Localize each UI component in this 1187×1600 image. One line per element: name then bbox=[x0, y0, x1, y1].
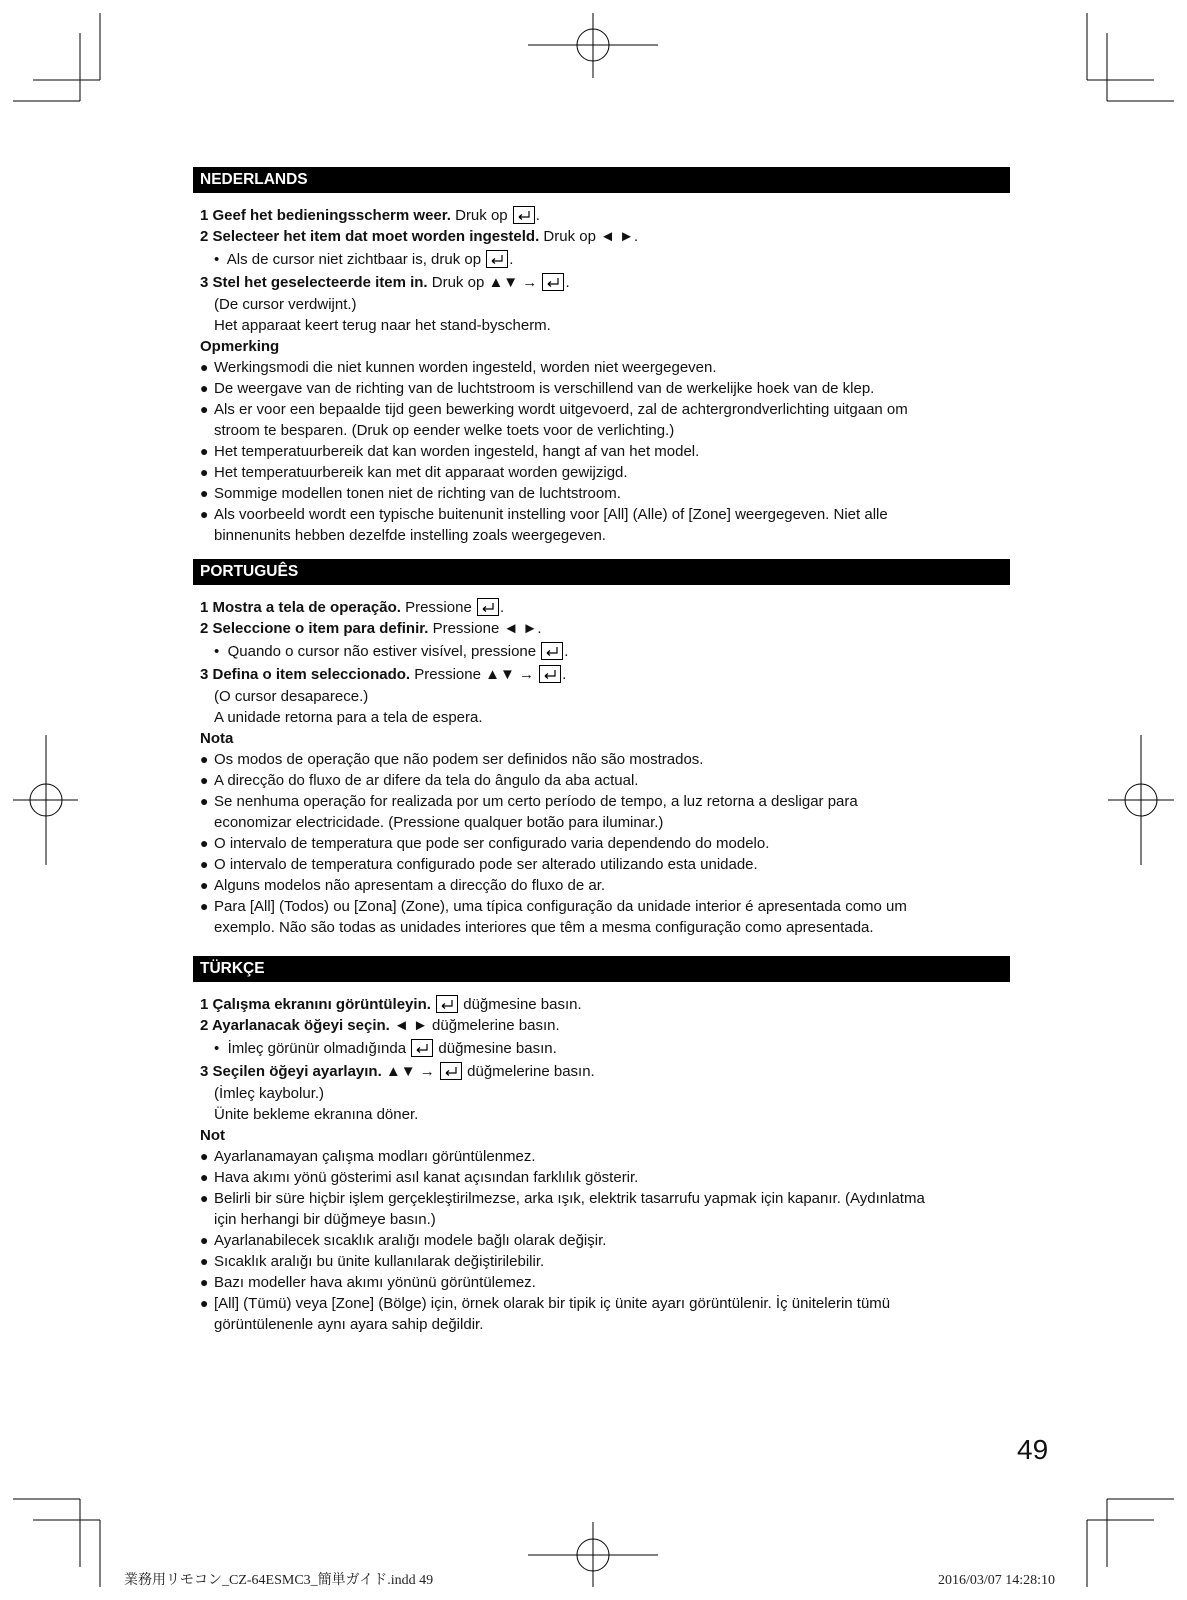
step-2 bbox=[200, 226, 638, 247]
remark-item: Belirli bir süre hiçbir işlem gerçekleştirilmezse, arka ışık, elektrik tasarrufu yapmak için kapanır. (Aydınlatma bbox=[214, 1190, 925, 1207]
step-1 bbox=[200, 994, 582, 1015]
remark-heading-text: Nota bbox=[200, 730, 234, 747]
step-2-tip bbox=[214, 1038, 557, 1059]
step-text: Pressione ▲▼ → bbox=[410, 666, 539, 683]
remark-heading-text: Not bbox=[200, 1127, 225, 1144]
step-text-end: . bbox=[565, 274, 570, 291]
step-3 bbox=[200, 272, 570, 293]
footer-timestamp: 2016/03/07 14:28:10 bbox=[938, 1573, 1056, 1588]
tip-bullet: • bbox=[214, 251, 220, 268]
bullet-icon: ● bbox=[200, 835, 209, 851]
step-3 bbox=[200, 664, 566, 685]
page-number: 49 bbox=[1017, 1434, 1049, 1465]
tip-text: Quando o cursor não estiver visível, pressione bbox=[227, 643, 541, 660]
remark-item: Sommige modellen tonen niet de richting van de luchtstroom. bbox=[214, 485, 621, 502]
step-3-note: Het apparaat keert terug naar het stand-byscherm. bbox=[214, 317, 551, 334]
step-text: Druk op ▲▼ → bbox=[427, 274, 542, 291]
remark-item: Ayarlanamayan çalışma modları görüntülenmez. bbox=[214, 1148, 536, 1165]
step-2 bbox=[200, 618, 542, 639]
enter-key-icon bbox=[440, 1062, 462, 1080]
step-2-tip bbox=[214, 641, 568, 662]
bullet-icon: ● bbox=[200, 485, 209, 501]
remark-heading bbox=[200, 336, 279, 357]
section-heading-portugues: PORTUGUÊS bbox=[193, 559, 1010, 585]
step-2-tip bbox=[214, 249, 513, 270]
tip-bullet: • bbox=[214, 1040, 220, 1057]
bullet-icon: ● bbox=[200, 1169, 209, 1185]
step-title: 1 Mostra a tela de operação. bbox=[200, 599, 401, 616]
tip-text: Als de cursor niet zichtbaar is, druk op bbox=[226, 251, 486, 268]
step-title: 1 Geef het bedieningsscherm weer. bbox=[200, 207, 451, 224]
remark-item-cont: binnenunits hebben dezelfde instelling zoals weergegeven. bbox=[214, 527, 606, 544]
step-3-note: (İmleç kaybolur.) bbox=[214, 1085, 325, 1102]
tip-text: İmleç görünür olmadığında bbox=[227, 1040, 411, 1057]
bullet-icon: ● bbox=[200, 1253, 209, 1269]
step-1 bbox=[200, 597, 504, 618]
remark-item: Werkingsmodi die niet kunnen worden ingesteld, worden niet weergegeven. bbox=[214, 359, 717, 376]
remark-item: Als er voor een bepaalde tijd geen bewerking wordt uitgevoerd, zal de achtergrondverlichting uitgaan om bbox=[214, 401, 908, 418]
remark-item: O intervalo de temperatura configurado pode ser alterado utilizando esta unidade. bbox=[214, 856, 758, 873]
step-text: ▲▼ → bbox=[381, 1063, 439, 1080]
remark-item: Alguns modelos não apresentam a direcção do fluxo de ar. bbox=[214, 877, 606, 894]
remark-item: Ayarlanabilecek sıcaklık aralığı modele bağlı olarak değişir. bbox=[214, 1232, 607, 1249]
remark-heading-text: Opmerking bbox=[200, 338, 280, 355]
remark-heading bbox=[200, 1125, 225, 1146]
bullet-icon: ● bbox=[200, 1274, 209, 1290]
enter-key-icon bbox=[539, 665, 561, 683]
enter-key-icon bbox=[486, 250, 508, 268]
bullet-icon: ● bbox=[200, 1232, 209, 1248]
enter-key-icon bbox=[541, 642, 563, 660]
step-text-end: . bbox=[562, 666, 567, 683]
remark-item-cont: exemplo. Não são todas as unidades interiores que têm a mesma configuração como apresentada. bbox=[214, 919, 874, 936]
step-3-note: (O cursor desaparece.) bbox=[214, 688, 369, 705]
remark-item-cont: için herhangi bir düğmeye basın.) bbox=[214, 1211, 436, 1228]
tip-text-end: düğmesine basın. bbox=[434, 1040, 557, 1057]
step-text: ◄ ► düğmelerine basın. bbox=[389, 1017, 560, 1034]
step-title: 3 Seçilen öğeyi ayarlayın. bbox=[200, 1063, 382, 1080]
bullet-icon: ● bbox=[200, 877, 209, 893]
bullet-icon: ● bbox=[200, 1295, 209, 1311]
step-text-end: düğmelerine basın. bbox=[462, 1063, 595, 1080]
bullet-icon: ● bbox=[200, 1190, 209, 1206]
footer-filename: 業務用リモコン_CZ-64ESMC3_簡単ガイド.indd 49 bbox=[124, 1573, 434, 1588]
step-title: 2 Ayarlanacak öğeyi seçin. bbox=[200, 1017, 390, 1034]
remark-item: A direcção do fluxo de ar difere da tela do ângulo da aba actual. bbox=[214, 772, 639, 789]
step-3-note: (De cursor verdwijnt.) bbox=[214, 296, 357, 313]
step-text-end: . bbox=[535, 207, 540, 224]
remark-item: Para [All] (Todos) ou [Zona] (Zone), uma típica configuração da unidade interior é apresentada como um bbox=[214, 898, 907, 915]
remark-item-cont: economizar electricidade. (Pressione qualquer botão para iluminar.) bbox=[214, 814, 664, 831]
step-text: düğmesine basın. bbox=[459, 996, 582, 1013]
step-3-note: Ünite bekleme ekranına döner. bbox=[214, 1106, 419, 1123]
step-title: 3 Defina o item seleccionado. bbox=[200, 666, 411, 683]
enter-key-icon bbox=[411, 1039, 433, 1057]
step-3-note: A unidade retorna para a tela de espera. bbox=[214, 709, 483, 726]
bullet-icon: ● bbox=[200, 464, 209, 480]
section-heading-turkce: TÜRKÇE bbox=[193, 956, 1010, 982]
remark-item: De weergave van de richting van de luchtstroom is verschillend van de werkelijke hoek van de klep. bbox=[214, 380, 875, 397]
bullet-icon: ● bbox=[200, 772, 209, 788]
step-text: Pressione ◄ ►. bbox=[428, 620, 542, 637]
tip-text-end: . bbox=[509, 251, 514, 268]
remark-heading bbox=[200, 728, 233, 749]
remark-item: Se nenhuma operação for realizada por um certo período de tempo, a luz retorna a desligar para bbox=[214, 793, 858, 810]
step-title: 2 Seleccione o item para definir. bbox=[200, 620, 429, 637]
step-title: 3 Stel het geselecteerde item in. bbox=[200, 274, 428, 291]
remark-item-cont: stroom te besparen. (Druk op eender welke toets voor de verlichting.) bbox=[214, 422, 675, 439]
bullet-icon: ● bbox=[200, 1148, 209, 1164]
remark-item: Bazı modeller hava akımı yönünü görüntülemez. bbox=[214, 1274, 536, 1291]
remark-item: Os modos de operação que não podem ser definidos não são mostrados. bbox=[214, 751, 704, 768]
step-title: 2 Selecteer het item dat moet worden ingesteld. bbox=[200, 228, 540, 245]
step-1 bbox=[200, 205, 540, 226]
bullet-icon: ● bbox=[200, 751, 209, 767]
remark-item: Hava akımı yönü gösterimi asıl kanat açısından farklılık gösterir. bbox=[214, 1169, 639, 1186]
enter-key-icon bbox=[513, 206, 535, 224]
remark-item: Als voorbeeld wordt een typische buitenunit instelling voor [All] (Alle) of [Zone] weergegeven. Niet alle bbox=[214, 506, 888, 523]
step-3 bbox=[200, 1061, 595, 1082]
step-text: Pressione bbox=[400, 599, 476, 616]
tip-bullet: • bbox=[214, 643, 220, 660]
remark-item: O intervalo de temperatura que pode ser configurado varia dependendo do modelo. bbox=[214, 835, 770, 852]
section-heading-nederlands: NEDERLANDS bbox=[193, 167, 1010, 193]
remark-item: Het temperatuurbereik kan met dit apparaat worden gewijzigd. bbox=[214, 464, 628, 481]
enter-key-icon bbox=[436, 995, 458, 1013]
bullet-icon: ● bbox=[200, 793, 209, 809]
bullet-icon: ● bbox=[200, 443, 209, 459]
step-text: Druk op ◄ ►. bbox=[539, 228, 639, 245]
bullet-icon: ● bbox=[200, 506, 209, 522]
bullet-icon: ● bbox=[200, 359, 209, 375]
bullet-icon: ● bbox=[200, 380, 209, 396]
step-text-end: . bbox=[499, 599, 505, 616]
bullet-icon: ● bbox=[200, 856, 209, 872]
step-text: Druk op bbox=[450, 207, 512, 224]
bullet-icon: ● bbox=[200, 401, 209, 417]
step-2 bbox=[200, 1015, 560, 1036]
enter-key-icon bbox=[542, 273, 564, 291]
tip-text-end: . bbox=[564, 643, 569, 660]
remark-item-cont: görüntülenenle aynı ayara sahip değildir. bbox=[214, 1316, 484, 1333]
remark-item: [All] (Tümü) veya [Zone] (Bölge) için, örnek olarak bir tipik iç ünite ayarı görüntülenir. İç ünitelerin tümü bbox=[214, 1295, 891, 1312]
remark-item: Sıcaklık aralığı bu ünite kullanılarak değiştirilebilir. bbox=[214, 1253, 545, 1270]
step-title: 1 Çalışma ekranını görüntüleyin. bbox=[200, 996, 431, 1013]
remark-item: Het temperatuurbereik dat kan worden ingesteld, hangt af van het model. bbox=[214, 443, 700, 460]
bullet-icon: ● bbox=[200, 898, 209, 914]
enter-key-icon bbox=[477, 598, 499, 616]
